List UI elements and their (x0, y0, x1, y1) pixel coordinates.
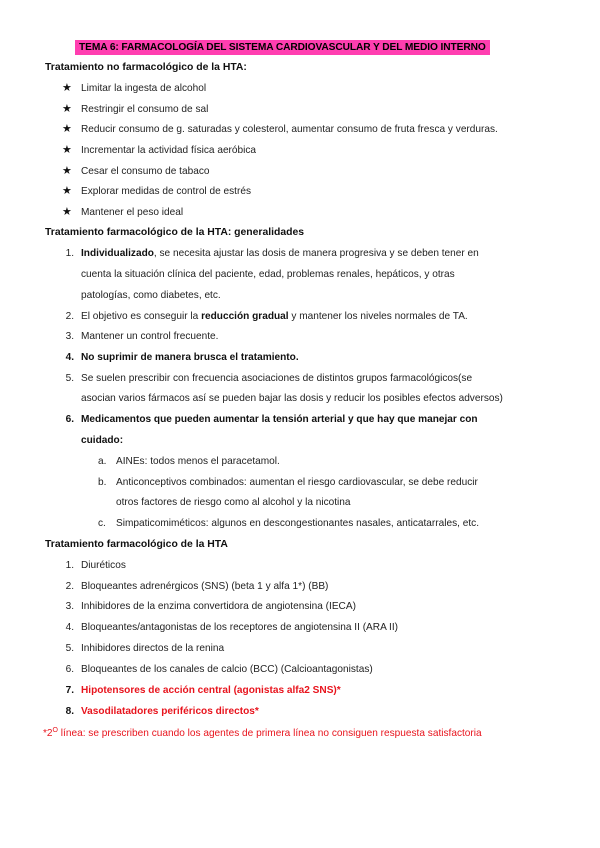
list-number: 7. (65, 685, 74, 696)
list-number: 4. (65, 352, 74, 363)
star-bullet-icon: ★ (62, 144, 72, 156)
list-number: 2. (65, 311, 74, 322)
list-number: 6. (65, 664, 74, 675)
list-item: Mantener el peso ideal (81, 207, 184, 218)
list-number: 1. (65, 560, 74, 571)
list-item-continuation: cuidado: (81, 435, 124, 446)
list-item: Diuréticos (81, 560, 126, 571)
star-bullet-icon: ★ (62, 103, 72, 115)
sublist-letter: b. (98, 477, 107, 488)
list-number: 3. (65, 331, 74, 342)
footnote (43, 727, 482, 739)
bold-term: Individualizado (81, 248, 154, 259)
list-item: Reducir consumo de g. saturadas y colesterol, aumentar consumo de fruta fresca y verduras. (81, 124, 498, 135)
list-item-continuation: asocian varios fármacos así se pueden bajar las dosis y reducir los posibles efectos adversos) (81, 393, 503, 404)
list-item: Mantener un control frecuente. (81, 331, 219, 342)
list-item-objetivo (81, 311, 468, 322)
star-bullet-icon: ★ (62, 165, 72, 177)
list-number: 5. (65, 643, 74, 654)
list-item: Inhibidores directos de la renina (81, 643, 225, 654)
list-number: 1. (65, 248, 74, 259)
section-heading-generalities: Tratamiento farmacológico de la HTA: generalidades (45, 227, 305, 238)
sublist-item: AINEs: todos menos el paracetamol. (116, 456, 280, 467)
list-item: Inhibidores de la enzima convertidora de angiotensina (IECA) (81, 601, 356, 612)
document-title: TEMA 6: FARMACOLOGÍA DEL SISTEMA CARDIOVASCULAR Y DEL MEDIO INTERNO (75, 40, 490, 55)
list-number: 2. (65, 581, 74, 592)
footnote-superscript: O (52, 727, 58, 734)
list-item-bold: Medicamentos que pueden aumentar la tensión arterial y que hay que manejar con (81, 414, 478, 425)
list-item-continuation: cuenta la situación clínica del paciente, edad, problemas renales, hepáticos, y otras (81, 269, 455, 280)
list-item: Explorar medidas de control de estrés (81, 186, 251, 197)
list-item-text: , se necesita ajustar las dosis de manera progresiva y se deben tener en (153, 248, 479, 259)
list-number: 6. (65, 414, 74, 425)
list-item: Limitar la ingesta de alcohol (81, 83, 207, 94)
list-item: Se suelen prescribir con frecuencia asociaciones de distintos grupos farmacológicos(se (81, 373, 473, 384)
list-item-bold: No suprimir de manera brusca el tratamiento. (81, 352, 299, 363)
list-item-individualizado (81, 248, 479, 259)
star-bullet-icon: ★ (62, 82, 72, 94)
sublist-item: Anticonceptivos combinados: aumentan el riesgo cardiovascular, se debe reducir (116, 477, 478, 488)
bold-term: reducción gradual (201, 311, 289, 322)
sublist-item-continuation: otros factores de riesgo como al alcohol y la nicotina (116, 497, 351, 508)
list-item: Restringir el consumo de sal (81, 104, 209, 115)
list-item-continuation: patologías, como diabetes, etc. (81, 290, 221, 301)
section-heading-pharmacological: Tratamiento farmacológico de la HTA (45, 539, 228, 550)
star-bullet-icon: ★ (62, 123, 72, 135)
list-item-text: y mantener los niveles normales de TA. (288, 311, 468, 322)
footnote-text: línea: se prescriben cuando los agentes de primera línea no consiguen respuesta satisfactoria (58, 728, 482, 739)
star-bullet-icon: ★ (62, 206, 72, 218)
list-item: Bloqueantes adrenérgicos (SNS) (beta 1 y alfa 1*) (BB) (81, 581, 329, 592)
list-number: 5. (65, 373, 74, 384)
list-number: 3. (65, 601, 74, 612)
section-heading-non-pharmacological: Tratamiento no farmacológico de la HTA: (45, 62, 247, 73)
list-item-red: Hipotensores de acción central (agonistas alfa2 SNS)* (81, 685, 341, 696)
star-bullet-icon: ★ (62, 185, 72, 197)
list-item: Bloqueantes de los canales de calcio (BCC) (Calcioantagonistas) (81, 664, 373, 675)
list-item-red: Vasodilatadores periféricos directos* (81, 706, 259, 717)
sublist-item: Simpaticomiméticos: algunos en descongestionantes nasales, anticatarrales, etc. (116, 518, 480, 529)
footnote-marker: *2 (43, 728, 53, 739)
list-item: Cesar el consumo de tabaco (81, 166, 210, 177)
list-number: 4. (65, 622, 74, 633)
list-number: 8. (65, 706, 74, 717)
sublist-letter: a. (98, 456, 107, 467)
list-item-text: El objetivo es conseguir la (81, 311, 202, 322)
sublist-letter: c. (98, 518, 106, 529)
list-item: Incrementar la actividad física aeróbica (81, 145, 257, 156)
list-item: Bloqueantes/antagonistas de los receptores de angiotensina II (ARA II) (81, 622, 399, 633)
